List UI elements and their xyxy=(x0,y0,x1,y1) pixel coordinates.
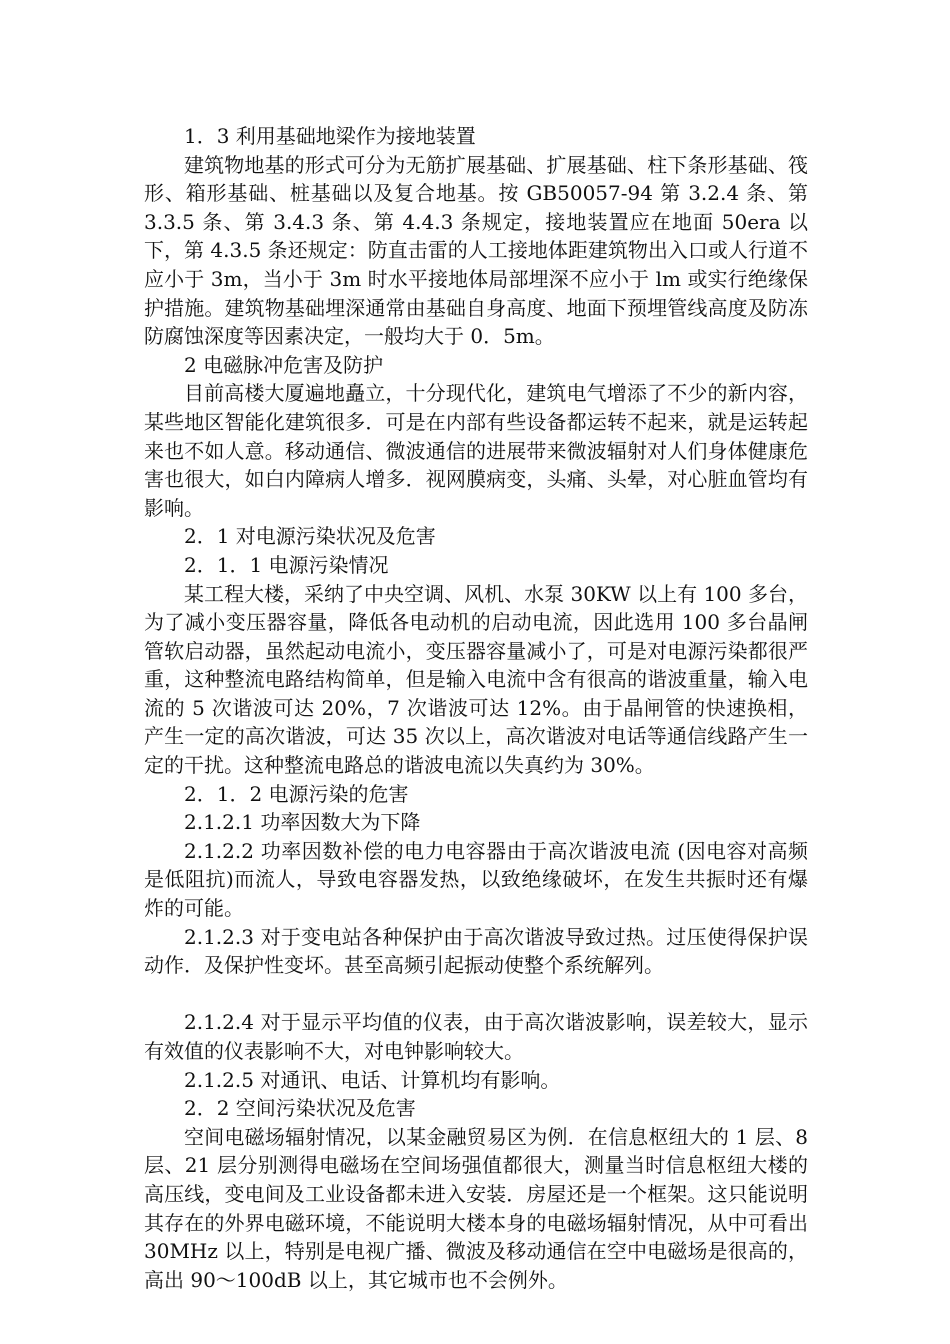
section-heading-2-1: 2．1 对电源污染状况及危害 xyxy=(184,524,436,549)
paragraph-power-pollution: 某工程大楼，采纳了中央空调、风机、水泵 30KW 以上有 100 多台，为了减小变压器容量，降低各电动机的启动电流，因此选用 100 多台晶闸管软启动器，虽然起动电流小，变压器容量减小了，可是对电源污染都很严重，这种整流电路结构简单，但是输入电流中含有很高的谐波重量，输入电流的 5 次谐波可达 20%，7 次谐波可达 12%。由于晶闸管的快速换相，产生一定的高次谐波，可达 35 次以上，高次谐波对电话等通信线路产生一定的干扰。这种整流电路总的谐波电流以失真约为 30%。 xyxy=(144,581,808,778)
section-heading-1-3: 1．3 利用基础地梁作为接地装置 xyxy=(184,124,476,148)
document-body xyxy=(144,122,808,1294)
item-2-1-2-2: 2.1.2.2 功率因数补偿的电力电容器由于高次谐波电流 (因电容对高频是低阻抗)而流人，导致电容器发热，以致绝缘破坏，在发生共振时还有爆炸的可能。 xyxy=(144,838,808,921)
section-heading-2-2: 2．2 空间污染状况及危害 xyxy=(184,1096,416,1121)
item-2-1-2-5: 2.1.2.5 对通讯、电话、计算机均有影响。 xyxy=(184,1067,561,1092)
paragraph-foundation: 建筑物地基的形式可分为无筋扩展基础、扩展基础、柱下条形基础、筏形、箱形基础、桩基础以及复合地基。按 GB50057-94 第 3.2.4 条、第 3.3.5 条、第 3.4.3 条、第 4.4.3 条规定，接地装置应在地面 50era 以下，第 4.3.5 条还规定：防直击雷的人工接地体距建筑物出入口或人行道不应小于 3m，当小于 3m 时水平接地体局部埋深不应小于 lm 或实行绝缘保护措施。建筑物基础埋深通常由基础自身高度、地面下预埋管线高度及防冻防腐蚀深度等因素决定，一般均大于 0．5m。 xyxy=(144,152,808,349)
paragraph-intro-emp: 目前高楼大厦遍地矗立，十分现代化，建筑电气增添了不少的新内容，某些地区智能化建筑很多．可是在内部有些设备都运转不起来，就是运转起来也不如人意。移动通信、微波通信的进展带来微波辐射对人们身体健康危害也很大，如白内障病人增多．视网膜病变，头痛、头晕，对心脏血管均有影响。 xyxy=(144,381,808,520)
section-heading-2-1-2: 2．1．2 电源污染的危害 xyxy=(184,781,409,806)
section-heading-2-1-1: 2．1．1 电源污染情况 xyxy=(184,552,389,577)
item-2-1-2-1: 2.1.2.1 功率因数大为下降 xyxy=(184,810,421,835)
section-heading-2: 2 电磁脉冲危害及防护 xyxy=(184,352,384,377)
paragraph-space-pollution: 空间电磁场辐射情况，以某金融贸易区为例．在信息枢纽大的 1 层、8 层、21 层分别测得电磁场在空间场强值都很大，测量当时信息枢纽大楼的高压线，变电间及工业设备都未进入安装．房屋还是一个框架。这只能说明其存在的外界电磁环境，不能说明大楼本身的电磁场辐射情况，从中可看出 30MHz 以上，特别是电视广播、微波及移动通信在空中电磁场是很高的，高出 90～100dB 以上，其它城市也不会例外。 xyxy=(144,1124,808,1292)
item-2-1-2-4: 2.1.2.4 对于显示平均值的仪表，由于高次谐波影响，误差较大，显示有效值的仪表影响不大，对电钟影响较大。 xyxy=(144,1010,808,1063)
blank-line xyxy=(144,980,808,1009)
item-2-1-2-3: 2.1.2.3 对于变电站各种保护由于高次谐波导致过热。过压使得保护误动作．及保护性变坏。甚至高频引起振动使整个系统解列。 xyxy=(144,924,808,978)
